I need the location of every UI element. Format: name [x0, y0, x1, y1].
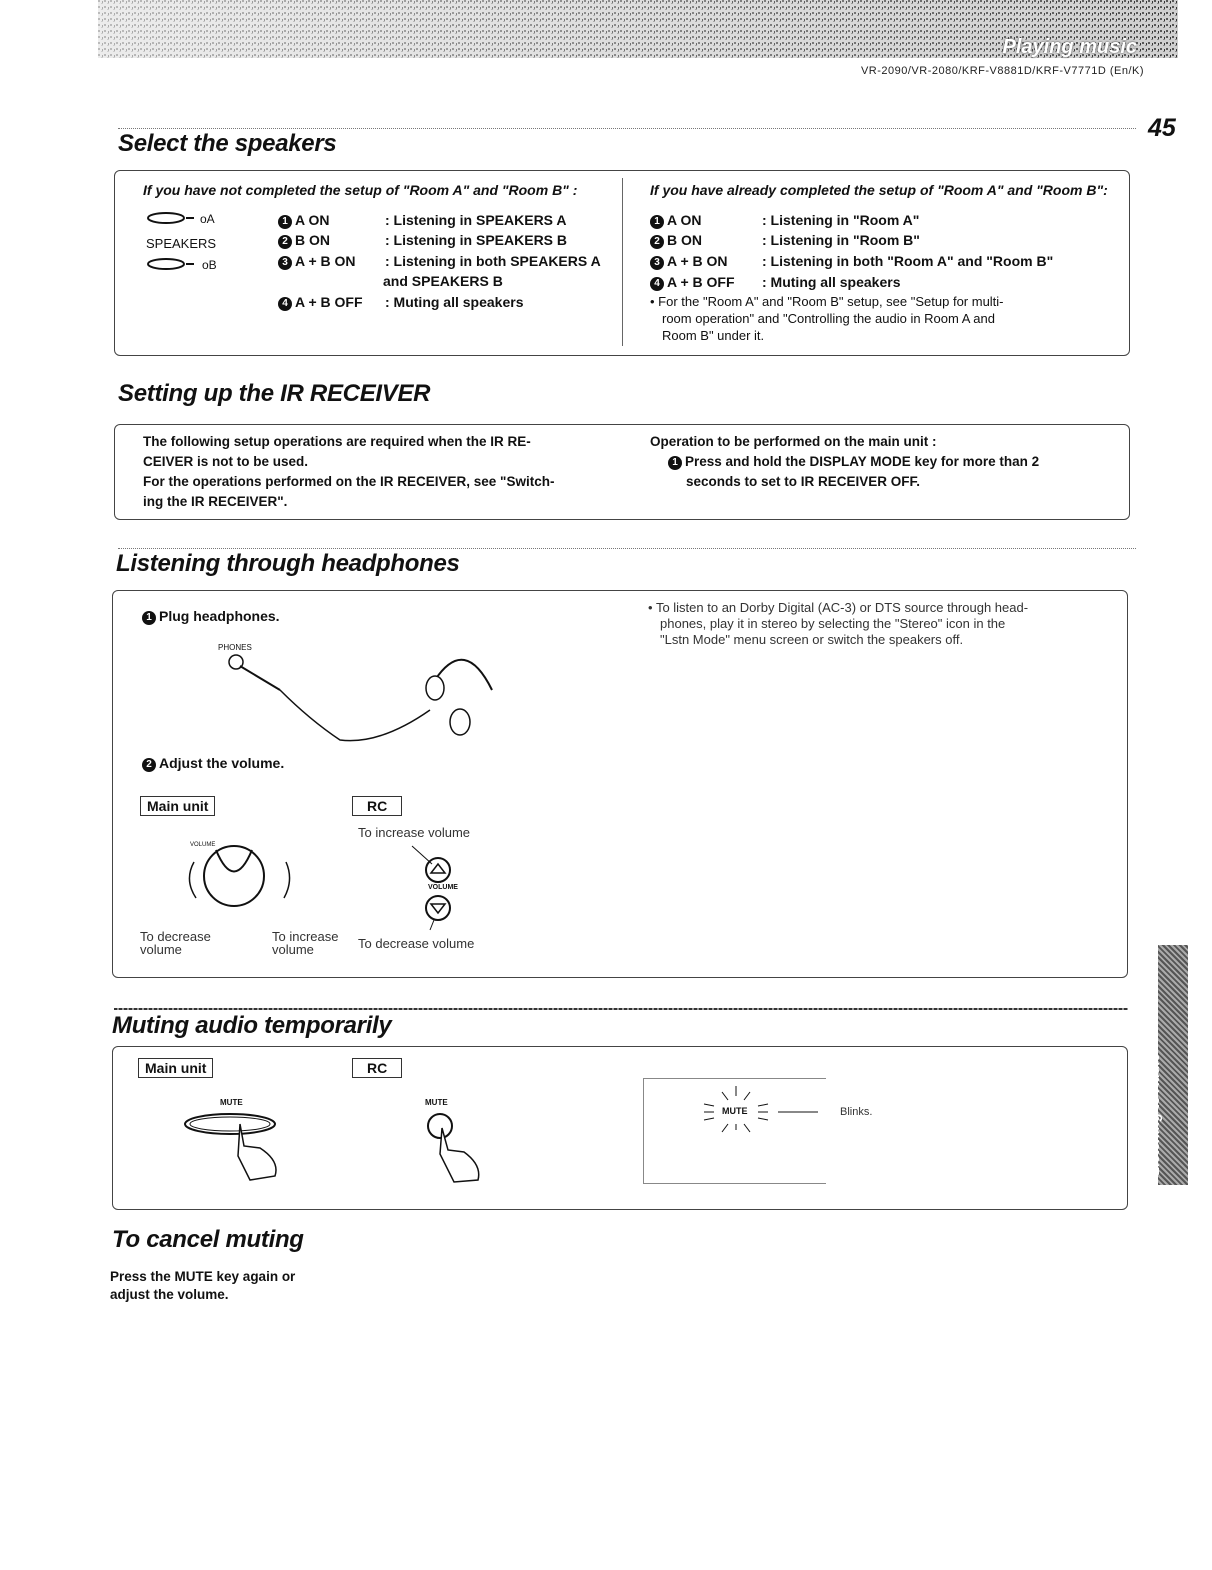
cancel-line: Press the MUTE key again or [110, 1269, 296, 1284]
speaker-a-button-icon [148, 213, 184, 223]
note-line: For the "Room A" and "Room B" setup, see "Setup for multi- [658, 294, 1004, 309]
item-key: B ON [295, 232, 330, 248]
phones-label: PHONES [218, 643, 252, 652]
speakers-left-item-2 [278, 230, 567, 250]
display-mute-indicator: MUTE [722, 1106, 748, 1116]
step-text: Adjust the volume. [159, 755, 285, 771]
item-desc: : Muting all speakers [762, 274, 901, 290]
section-title-ir: Setting up the IR RECEIVER [118, 380, 431, 407]
ir-right-line: Press and hold the DISPLAY MODE key for more than 2 [685, 454, 1040, 469]
main-unit-label: Main unit [138, 1058, 213, 1078]
side-tab-label: Listening to Audio [1146, 1052, 1162, 1175]
speakers-right-item-3 [650, 251, 1053, 271]
speakers-left-item-4 [278, 292, 523, 312]
step-number: 4 [278, 297, 292, 311]
page-number: 45 [1148, 114, 1176, 142]
item-key: A + B ON [295, 253, 356, 269]
model-number: VR-2090/VR-2080/KRF-V8881D/KRF-V7771D (En/K) [860, 65, 1144, 77]
main-unit-label: Main unit [140, 796, 215, 816]
step-number: 4 [650, 277, 664, 291]
section-title-speakers: Select the speakers [118, 130, 337, 157]
note-line: "Lstn Mode" menu screen or switch the speakers off. [660, 632, 964, 647]
headphones-step-2 [142, 755, 284, 772]
divider [622, 178, 623, 346]
knob-volume-label: VOLUME [190, 842, 216, 848]
step-number: 1 [278, 215, 292, 229]
ir-right-heading: Operation to be performed on the main unit : [650, 434, 937, 449]
item-desc: : Listening in "Room B" [762, 232, 920, 248]
cancel-line: adjust the volume. [110, 1287, 229, 1302]
volume-knob-icon [204, 846, 264, 906]
note-line: Room B" under it. [662, 328, 765, 343]
rc-increase-caption: To increase volume [358, 825, 470, 840]
section-title-cancel: To cancel muting [112, 1226, 304, 1253]
main-mute-label: MUTE [220, 1098, 243, 1107]
item-desc: : Muting all speakers [385, 294, 524, 310]
ir-line: For the operations performed on the IR RECEIVER, see "Switch- [143, 474, 555, 489]
headphones-box [112, 590, 1128, 978]
item-desc: : Listening in "Room A" [762, 212, 920, 228]
item-key: B ON [667, 232, 702, 248]
rc-mute-button-illustration [418, 1110, 508, 1190]
item-desc: : Listening in both "Room A" and "Room B" [762, 253, 1054, 269]
step-number-icon: 1 [668, 456, 682, 470]
speaker-a-label: oA [200, 212, 215, 226]
step-number: 2 [278, 235, 292, 249]
mute-key-icon [428, 1114, 452, 1138]
rc-volume-label: VOLUME [428, 884, 458, 891]
section-title-muting: Muting audio temporarily [112, 1012, 392, 1039]
item-key: A + B ON [667, 253, 728, 269]
ir-right-text [650, 432, 1039, 492]
decrease-caption [140, 930, 211, 956]
item-desc: : Listening in both SPEAKERS A [385, 253, 601, 269]
volume-down-key-icon [426, 896, 450, 920]
speakers-left-item-3 [278, 251, 601, 271]
headphones-step-1 [142, 608, 280, 625]
note-line: room operation" and "Controlling the audio in Room A and [662, 311, 995, 326]
speaker-b-label: oB [202, 258, 217, 272]
speakers-left-item-1 [278, 210, 567, 230]
step-number: 3 [650, 256, 664, 270]
caption-line: To increase [272, 929, 339, 944]
header-title: Playing music [1002, 36, 1137, 58]
rc-decrease-caption: To decrease volume [358, 936, 475, 951]
speakers-right-heading: If you have already completed the setup of "Room A" and "Room B": [650, 182, 1108, 198]
caption-line: volume [140, 942, 182, 957]
caption-line: volume [272, 942, 314, 957]
section-rule [114, 1008, 1128, 1010]
step-number-icon: 1 [142, 611, 156, 625]
side-tab [1146, 945, 1188, 1185]
rc-mute-label: MUTE [425, 1098, 448, 1107]
speakers-right-item-2 [650, 230, 920, 250]
ir-line: ing the IR RECEIVER". [143, 494, 288, 509]
mute-blink-illustration [700, 1084, 830, 1134]
item-key: A ON [295, 212, 330, 228]
step-text: Plug headphones. [159, 608, 280, 624]
speakers-left-heading: If you have not completed the setup of "Room A" and "Room B" : [143, 182, 578, 198]
headphones-note: • To listen to an Dorby Digital (AC-3) or DTS source through head- phones, play it in stereo by selecting the "Stereo" icon in the "Lstn Mode" menu screen or switch the speakers off. [648, 600, 1029, 647]
note-line: To listen to an Dorby Digital (AC-3) or DTS source through head- [655, 600, 1029, 615]
speakers-right-item-4 [650, 272, 900, 292]
caption-line: To decrease [140, 929, 211, 944]
speakers-left-item-3-cont: and SPEAKERS B [383, 273, 503, 289]
speakers-label: SPEAKERS [146, 236, 217, 251]
item-key: A + B OFF [667, 274, 735, 290]
cancel-text [110, 1268, 295, 1304]
step-number-icon: 2 [142, 758, 156, 772]
speakers-right-note: • For the "Room A" and "Room B" setup, see "Setup for multi- room operation" and "Controlling the audio in Room A and Room B" under it. [650, 294, 1004, 343]
section-title-headphones: Listening through headphones [116, 550, 460, 577]
item-key: A + B OFF [295, 294, 363, 310]
step-number: 3 [278, 256, 292, 270]
item-desc: : Listening in SPEAKERS A [385, 212, 567, 228]
ir-line: The following setup operations are required when the IR RE- [143, 434, 531, 449]
item-desc: : Listening in SPEAKERS B [385, 232, 568, 248]
rc-label: RC [352, 1058, 402, 1078]
blinks-caption: Blinks. [840, 1106, 873, 1118]
note-line: phones, play it in stereo by selecting the "Stereo" icon in the [660, 616, 1006, 631]
ir-right-line: seconds to set to IR RECEIVER OFF. [686, 474, 921, 489]
volume-knob-illustration [176, 838, 306, 918]
speaker-b-button-icon [148, 259, 184, 269]
main-mute-button-illustration [180, 1106, 310, 1186]
ir-left-text [143, 432, 554, 512]
volume-up-key-icon [426, 858, 450, 882]
speakers-right-item-1 [650, 210, 919, 230]
step-number: 2 [650, 235, 664, 249]
step-number: 1 [650, 215, 664, 229]
rc-label: RC [352, 796, 402, 816]
increase-caption [272, 930, 338, 956]
item-key: A ON [667, 212, 702, 228]
headphones-illustration [220, 650, 500, 750]
ir-line: CEIVER is not to be used. [143, 454, 309, 469]
